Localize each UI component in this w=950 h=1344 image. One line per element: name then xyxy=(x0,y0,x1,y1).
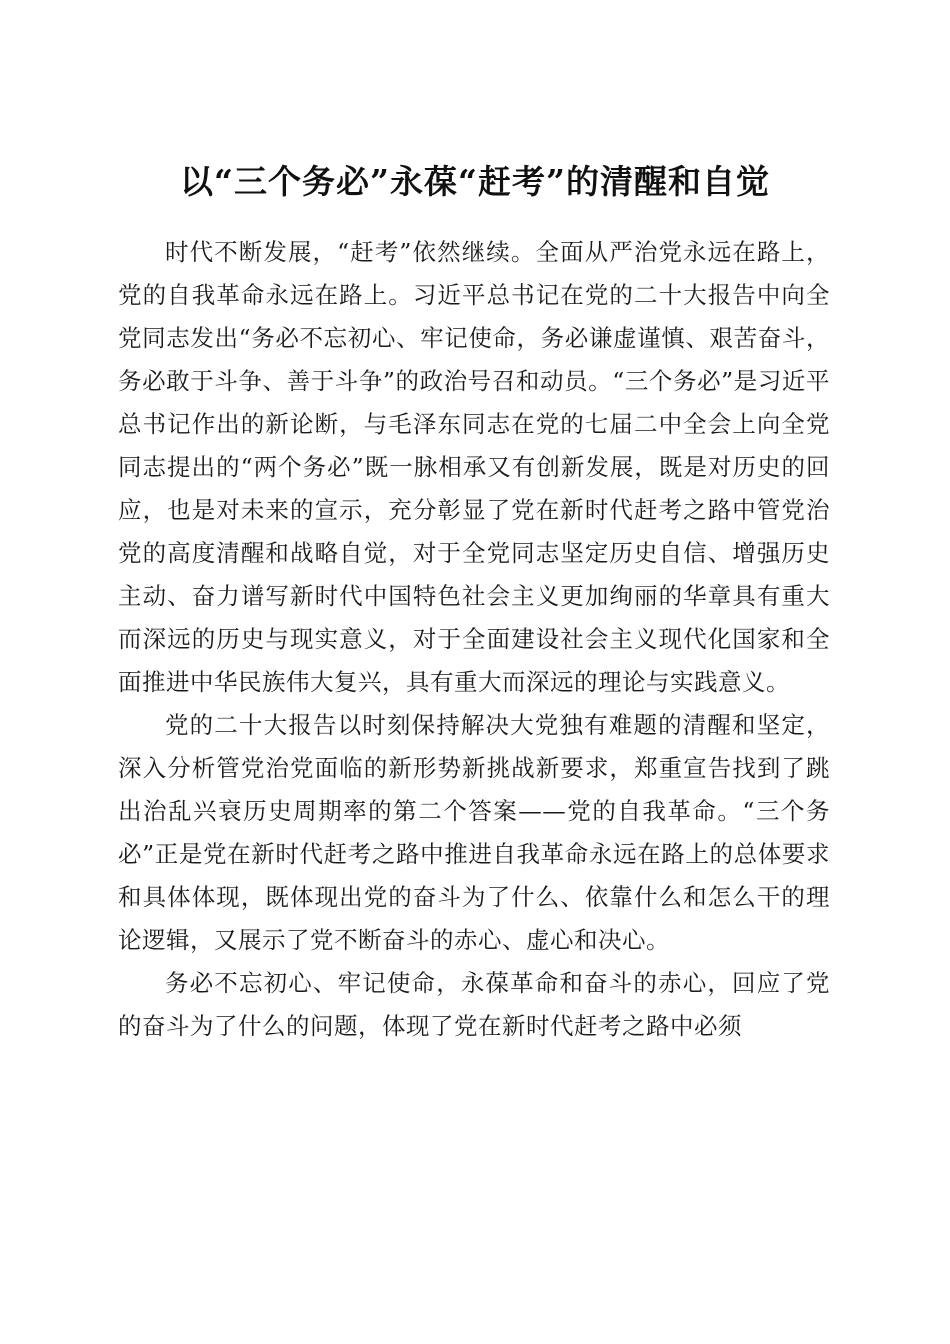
document-title: 以“三个务必”永葆“赶考”的清醒和自觉 xyxy=(180,162,770,202)
document-body xyxy=(118,231,830,1048)
paragraph-3: 务必不忘初心、牢记使命，永葆革命和奋斗的赤心，回应了党的奋斗为了什么的问题，体现了党在新时代赶考之路中必须 xyxy=(118,969,830,1040)
paragraph-2: 党的二十大报告以时刻保持解决大党独有难题的清醒和坚定，深入分析管党治党面临的新形势新挑战新要求，郑重宣告找到了跳出治乱兴衰历史周期率的第二个答案——党的自我革命。“三个务必”正是党在新时代赶考之路中推进自我革命永远在路上的总体要求和具体体现，既体现出党的奋斗为了什么、依靠什么和怎么干的理论逻辑，又展示了党不断奋斗的赤心、虚心和决心。 xyxy=(118,711,830,954)
paragraph-1: 时代不断发展，“赶考”依然继续。全面从严治党永远在路上，党的自我革命永远在路上。习近平总书记在党的二十大报告中向全党同志发出“务必不忘初心、牢记使命，务必谦虚谨慎、艰苦奋斗，务必敢于斗争、善于斗争”的政治号召和动员。“三个务必”是习近平总书记作出的新论断，与毛泽东同志在党的七届二中全会上向全党同志提出的“两个务必”既一脉相承又有创新发展，既是对历史的回应，也是对未来的宣示，充分彰显了党在新时代赶考之路中管党治党的高度清醒和战略自觉，对于全党同志坚定历史自信、增强历史主动、奋力谱写新时代中国特色社会主义更加绚丽的华章具有重大而深远的历史与现实意义，对于全面建设社会主义现代化国家和全面推进中华民族伟大复兴，具有重大而深远的理论与实践意义。 xyxy=(118,238,830,696)
